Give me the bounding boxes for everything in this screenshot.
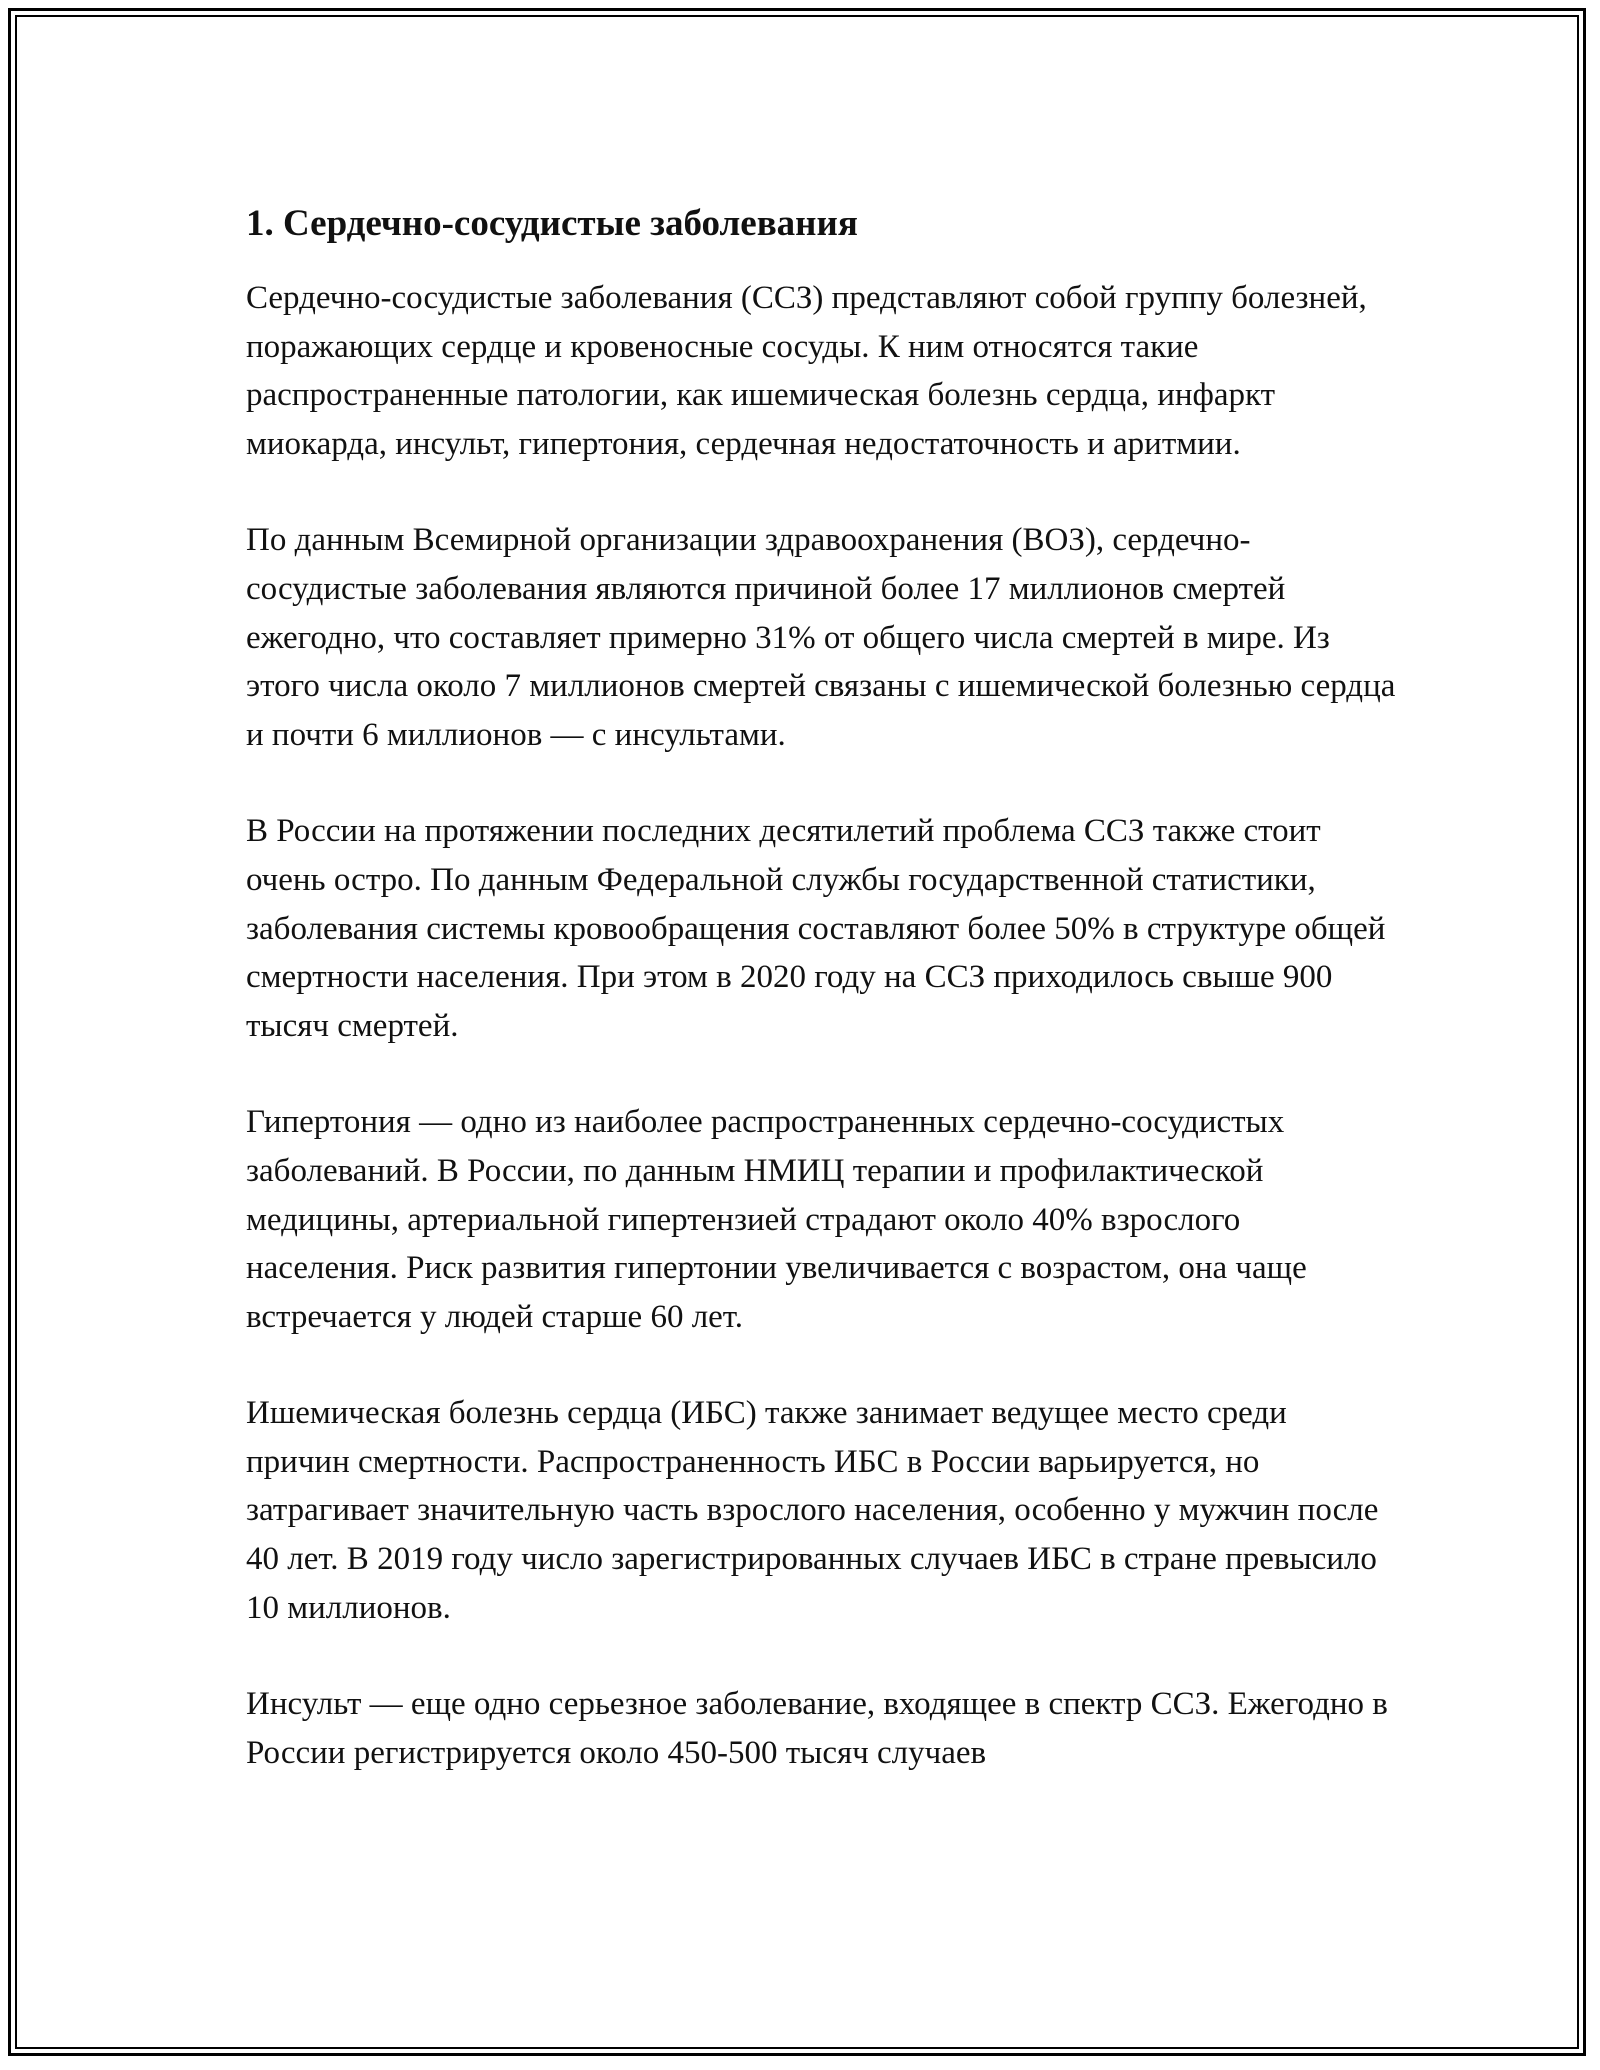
- paragraph-russia-statistics: В России на протяжении последних десятилетий проблема ССЗ также стоит очень остро. По данным Федеральной службы государственной статистики, заболевания системы кровообращения составляют более 50% в структуре общей смертности населения. При этом в 2020 году на ССЗ приходилось свыше 900 тысяч смертей.: [246, 813, 1386, 1044]
- document-body: [246, 201, 1396, 1825]
- paragraph-hypertension: Гипертония — одно из наиболее распространенных сердечно-сосудистых заболеваний. В России, по данным НМИЦ терапии и профилактической медицины, артериальной гипертензией страдают около 40% взрослого населения. Риск развития гипертонии увеличивается с возрастом, она чаще встречается у людей старше 60 лет.: [246, 1104, 1307, 1335]
- paragraph-stroke: Инсульт — еще одно серьезное заболевание, входящее в спектр ССЗ. Ежегодно в России регистрируется около 450-500 тысяч случаев: [246, 1686, 1388, 1771]
- paragraph-ischemic-heart-disease: Ишемическая болезнь сердца (ИБС) также занимает ведущее место среди причин смертности. Распространенность ИБС в России варьируется, но затрагивает значительную часть взрослого населения, особенно у мужчин после 40 лет. В 2019 году число зарегистрированных случаев ИБС в стране превысило 10 миллионов.: [246, 1395, 1379, 1626]
- paragraph-who-statistics: По данным Всемирной организации здравоохранения (ВОЗ), сердечно-сосудистые заболевания являются причиной более 17 миллионов смертей ежегодно, что составляет примерно 31% от общего числа смертей в мире. Из этого числа около 7 миллионов смертей связаны с ишемической болезнью сердца и почти 6 миллионов — с инсультами.: [246, 522, 1396, 753]
- section-heading: 1. Сердечно-сосудистые заболевания: [246, 203, 858, 244]
- page-frame: [8, 8, 1586, 2056]
- paragraph-cvd-definition: Сердечно-сосудистые заболевания (ССЗ) представляют собой группу болезней, поражающих сердце и кровеносные сосуды. К ним относятся такие распространенные патологии, как ишемическая болезнь сердца, инфаркт миокарда, инсульт, гипертония, сердечная недостаточность и аритмии.: [246, 280, 1367, 462]
